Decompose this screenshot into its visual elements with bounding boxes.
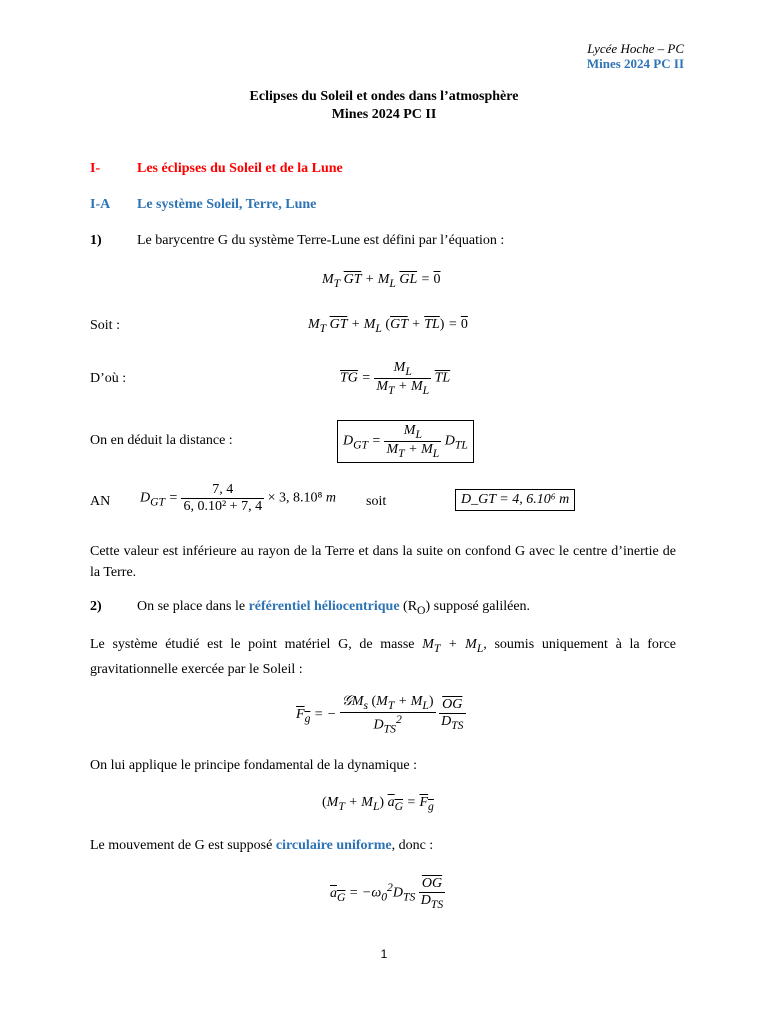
header-exam: Mines 2024 PC II: [586, 56, 684, 71]
section-1a-title: Le système Soleil, Terre, Lune: [137, 197, 317, 212]
equation-dgt-boxed: $D_{GT}$ = $\frac{M_L}{M_T + M_L}$ $D_{TL}$: [337, 420, 474, 463]
question-1-number: 1): [90, 233, 102, 248]
an-label: AN: [90, 494, 111, 509]
equation-soit: $M_T$ $\overline{GT} + M_L$ $(\overline{GT} + \overline{TL}) = 0$: [308, 317, 468, 335]
result-dgt-boxed: D_GT = 4, 6.10⁶ m: [455, 489, 575, 511]
q2-text-after: (R: [403, 599, 418, 614]
q2-text-end: ) supposé galiléen.: [425, 599, 531, 614]
an-denominator: 6, 0.10² + 7, 4: [183, 499, 263, 514]
dou-label: D’où :: [90, 371, 127, 386]
an-unit: m: [325, 490, 336, 506]
page-number: 1: [380, 947, 388, 961]
q2-text-before: On se place dans le: [137, 599, 246, 614]
section-1-number: I-: [90, 161, 101, 176]
pfd-text: On lui applique le principe fondamental de la dynamique :: [90, 758, 417, 773]
an-numerator: 7, 4: [212, 482, 234, 497]
doc-subtitle: Mines 2024 PC II: [331, 107, 437, 122]
equation-acceleration: $a_G = -\omega_0^2D_{TS}$ $\frac{\overline{OG}}{D_{TS}}$: [330, 876, 444, 911]
referentiel-highlight: référentiel héliocentrique: [248, 599, 400, 614]
mvt-text-after: , donc :: [391, 838, 434, 853]
equation-pfd: $(M_T + M_L) a_G = F_g$: [322, 795, 434, 813]
system-text-before: Le système étudié est le point matériel G, de masse: [90, 637, 415, 652]
equation-force: $F_g$ = − $\frac{𝒢M_s (M_T + M_L)}{D_{TS}^2}$ $\frac{\overline{OG}}{D_{TS}}$: [296, 694, 464, 736]
question-2-text: [137, 599, 530, 617]
section-1-title: Les éclipses du Soleil et de la Lune: [137, 161, 343, 176]
an-multiplier: × 3, 8.10⁸: [267, 490, 323, 506]
soit-label: Soit :: [90, 318, 120, 333]
deduit-label: On en déduit la distance :: [90, 433, 233, 448]
mvt-text-before: Le mouvement de G est supposé: [90, 838, 273, 853]
doc-title: Eclipses du Soleil et ondes dans l’atmosphère: [249, 89, 519, 104]
conclusion-paragraph: Cette valeur est inférieure au rayon de la Terre et dans la suite on confond G avec le centre d’inertie de la Terre.: [90, 544, 676, 580]
mvt-text: [90, 838, 433, 854]
equation-numerical: $D_{GT}$ = $\frac{7, 4}{\text{6, 0.10² + 7, 4}}$ × 3, 8.10⁸ m: [140, 482, 336, 514]
equation-tg: $\overline{TG}$ = $\frac{M_L}{M_T + M_L}$ $\overline{TL}$: [340, 360, 451, 397]
system-text-after: , soumis uniquement à la force gravitationnelle exercée par le Soleil :: [90, 637, 677, 677]
question-2-number: 2): [90, 599, 102, 614]
header-school: Lycée Hoche – PC: [587, 41, 684, 56]
q2-subscript: O: [417, 603, 426, 617]
system-paragraph: Le système étudié est le point matériel G, de masse $M_T + M_L$, soumis uniquement à la force gravitationnelle exercée par le Soleil :: [90, 637, 677, 677]
section-1a-number: I-A: [90, 197, 111, 212]
circulaire-highlight: circulaire uniforme: [275, 838, 392, 853]
soit2-label: soit: [366, 494, 387, 509]
question-1-text: Le barycentre G du système Terre-Lune est défini par l’équation :: [137, 233, 505, 248]
equation-barycentre: $M_T$ $\overline{GT} + M_L$ $\overline{GL} = 0$: [322, 272, 441, 290]
